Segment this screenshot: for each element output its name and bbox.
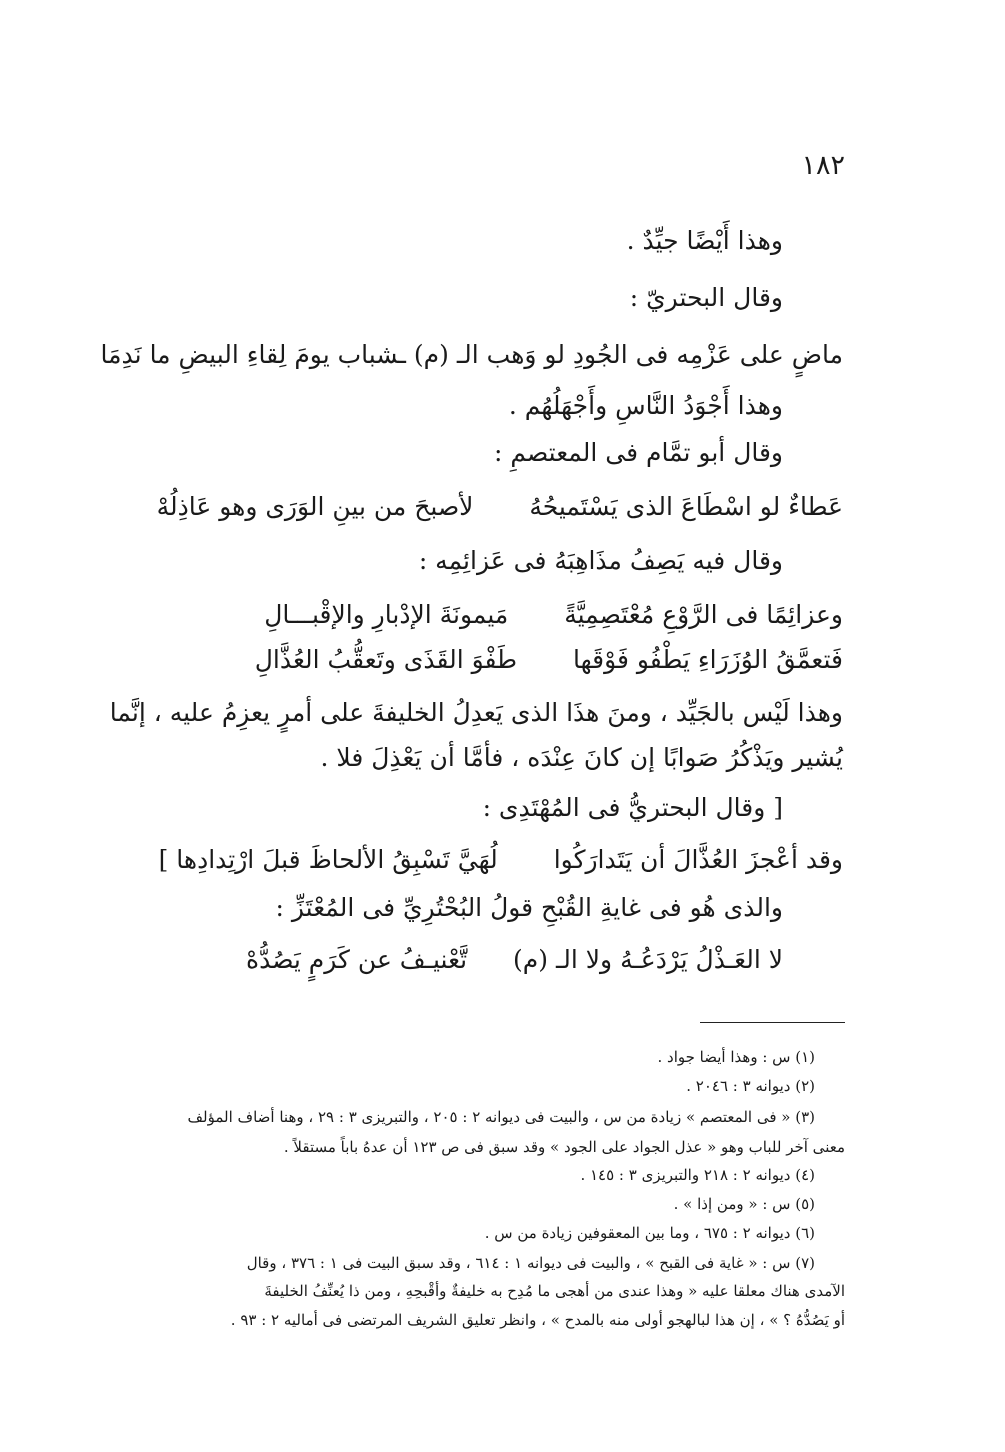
verse-hemistich-left: مَيمونَةَ الإدْبارِ والإقْبـــالِ — [264, 600, 509, 629]
verse-line — [157, 492, 843, 521]
verse-line — [255, 645, 843, 674]
verse-hemistich-left: تَّعْنيـفُ عن كَرَمٍ يَصُدُّهْ — [245, 945, 468, 974]
verse-hemistich-right: وقد أعْجزَ العُذَّالَ أن يَتَدارَكُوا — [553, 845, 843, 874]
footnote: معنى آخر للباب وهو « عذل الجواد على الجود » وقد سبق فى ص ١٢٣ أن عدهُ باباً مستقلاً . — [283, 1138, 845, 1156]
text-line: وهذا أَيْضًا جيِّدٌ . — [626, 226, 783, 255]
text-line: وقال فيه يَصِفُ مذَاهِبَهُ فى عَزائِمِه : — [418, 546, 783, 575]
text-line: وقال أبو تمَّام فى المعتصمِ : — [493, 438, 783, 467]
verse-line — [246, 945, 783, 974]
footnote: (٤) ديوانه ٢ : ٢١٨ والتبريزى ٣ : ١٤٥ . — [580, 1166, 815, 1184]
page-number: ١٨٢ — [801, 150, 845, 181]
verse-hemistich-right: لا العَـذْلُ يَرْدَعُـهُ ولا الـ (م) — [513, 945, 783, 974]
verse-hemistich-left: طَفْوَ القَذَى وتَعقُّبُ العُذَّالِ — [254, 645, 518, 674]
text-line: وهذا أَجْوَدُ النَّاسِ وأَجْهَلُهُم . — [508, 391, 783, 420]
text-line: وقال البحتريّ : — [629, 283, 783, 312]
footnote-separator — [700, 1022, 845, 1023]
footnote: الآمدى هناك معلقا عليه « وهذا عندى من أهجى ما مُدِح به خليفةٌ وأقْبحِهِ ، ومن ذا يُعنِّفُ الخليفةَ — [264, 1282, 845, 1300]
text-line: والذى هُو فى غايةِ القُبْحِ قولُ البُحْتُرِيِّ فى المُعْتَزِّ : — [275, 893, 783, 922]
footnote: (٦) ديوانه ٢ : ٦٧٥ ، وما بين المعقوفين زيادة من س . — [484, 1224, 815, 1242]
verse-hemistich-left: ـشباب يومَ لِقاءِ البيضِ ما نَدِمَا — [100, 340, 406, 369]
verse-hemistich-right: فَتعمَّقُ الوُزَرَاءِ يَطْفُو فَوْقَها — [572, 645, 843, 674]
verse-line — [101, 340, 843, 369]
footnote: (٢) ديوانه ٣ : ٢٠٤٦ . — [686, 1077, 815, 1095]
text-line: وهذا لَيْس بالجَيِّد ، ومنَ هذَا الذى يَعدِلُ الخليفةَ على أمرٍ يعزِمُ عليه ، إنَّما — [109, 698, 843, 727]
footnote: (٣) « فى المعتصم » زيادة من س ، والبيت فى ديوانه ٢ : ٢٠٥ ، والتبريزى ٣ : ٢٩ ، وهنا أضاف المؤلف — [187, 1108, 815, 1126]
footnote: أو يَصُدُّهُ ؟ » ، إن هذا لبالهجو أولى منه بالمدح » ، وانظر تعليق الشريف المرتضى فى أماليه ٢ : ٩٣ . — [230, 1311, 845, 1329]
verse-hemistich-left: لأصبحَ من بينِ الوَرَى وهو عَاذِلُهْ — [156, 492, 474, 521]
text-line: [ وقال البحتريُّ فى المُهْتَدِى : — [482, 793, 783, 822]
text-line: يُشير ويَذْكُرُ صَوابًا إن كانَ عِنْدَه ، فأمَّا أن يَعْذِلَ فلا . — [320, 743, 843, 772]
verse-hemistich-right: وعزائِمًا فى الرَّوْعِ مُعْتَصِمِيَّةً — [564, 600, 843, 629]
verse-hemistich-left: لُهَيَّ تَسْبِقُ الألحاظَ قبلَ ارْتِدادِها ] — [158, 845, 498, 874]
verse-hemistich-right: عَطاءٌ لو اسْطَاعَ الذى يَسْتَميحُهُ — [529, 492, 843, 521]
footnote: (٥) س : « ومن إذا » . — [673, 1195, 815, 1213]
footnote: (١) س : وهذا أيضا جواد . — [657, 1048, 815, 1066]
footnote: (٧) س : « غاية فى القبح » ، والبيت فى ديوانه ١ : ٦١٤ ، وقد سبق البيت فى ١ : ٣٧٦ ، وقال — [246, 1254, 815, 1272]
verse-line — [159, 845, 843, 874]
verse-hemistich-right: ماضٍ على عَزْمِه فى الجُودِ لو وَهب الـ (م) — [413, 340, 843, 369]
verse-line — [264, 600, 843, 629]
